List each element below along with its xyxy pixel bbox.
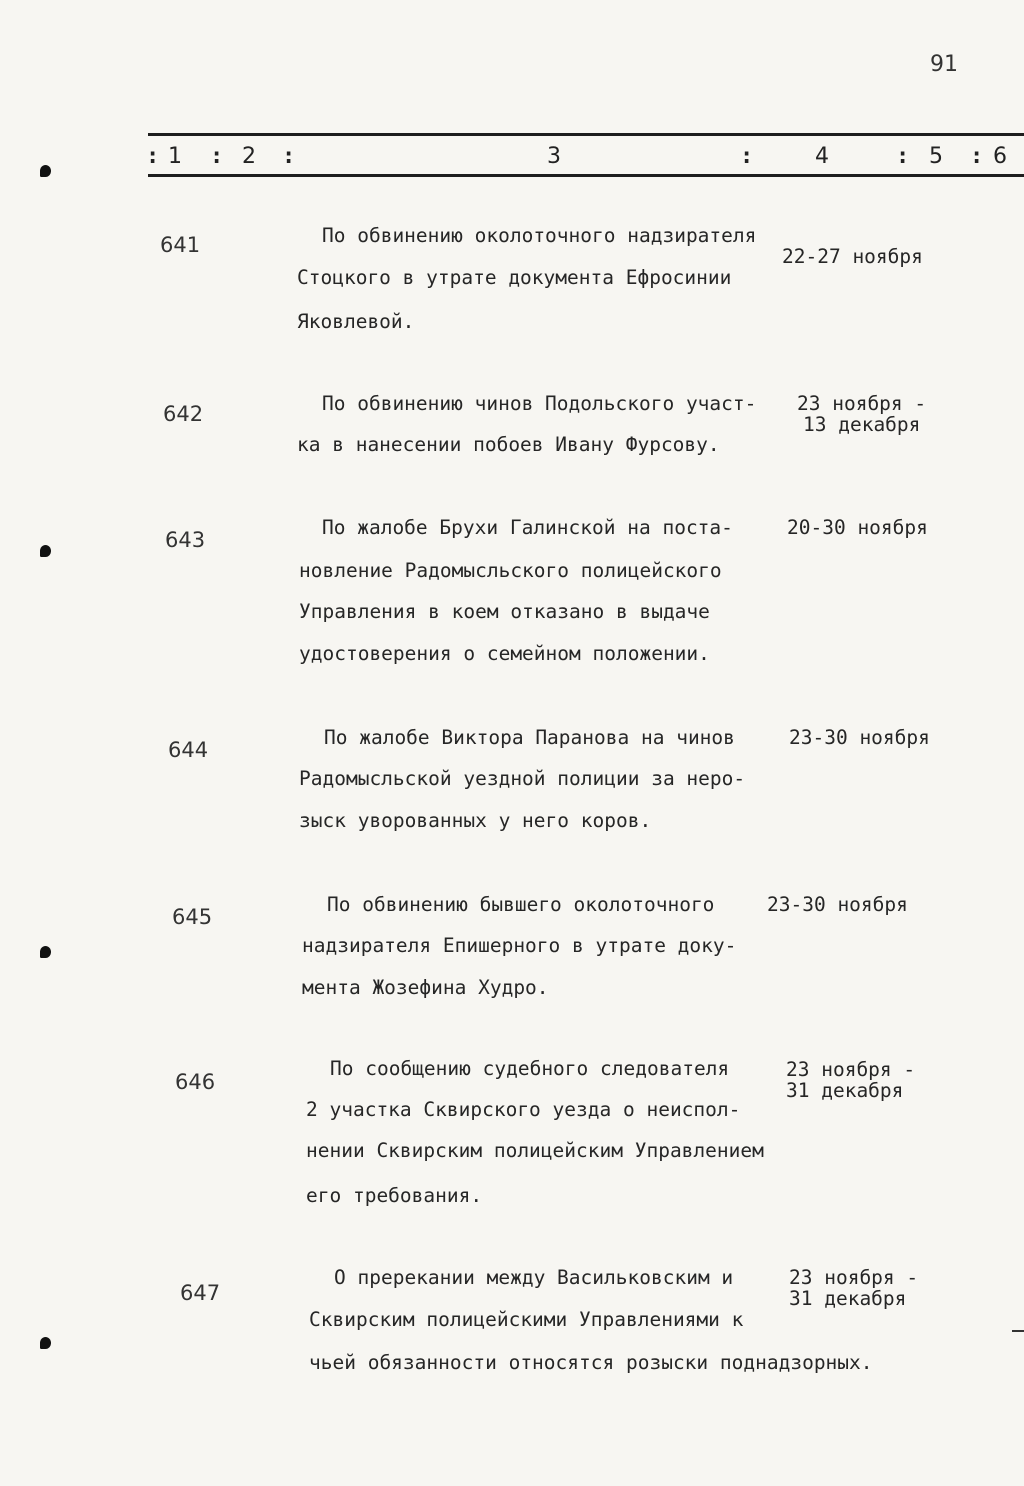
page-number: 91	[930, 52, 958, 77]
entry-text-line: его требования.	[306, 1184, 483, 1207]
entry-text-line: Радомысльской уездной полиции за неро-	[299, 767, 746, 790]
binder-hole-mark	[40, 165, 51, 177]
entry-number: 645	[172, 905, 213, 929]
entry-text-line: По обвинению околоточного надзирателя	[322, 224, 757, 247]
entry-number: 641	[160, 233, 201, 257]
header-bottom-rule	[148, 174, 1024, 177]
entry-date: 13 декабря	[803, 413, 921, 436]
entry-text-line: По жалобе Виктора Паранова на чинов	[324, 726, 735, 749]
entry-text-line: Управления в коем отказано в выдаче	[299, 600, 710, 623]
entry-number: 642	[163, 402, 204, 426]
entry-number: 647	[180, 1281, 221, 1305]
entry-date: 23-30 ноября	[767, 893, 908, 916]
header-separator: :	[210, 144, 224, 169]
entry-text-line: О пререкании между Васильковским и	[334, 1266, 734, 1289]
entry-text-line: ка в нанесении побоев Ивану Фурсову.	[297, 433, 720, 456]
header-col-2: 2	[242, 144, 256, 169]
entry-text-line: новление Радомысльского полицейского	[299, 559, 722, 582]
entry-text-line: надзирателя Епишерного в утрате доку-	[302, 934, 737, 957]
entry-text-line: 2 участка Сквирского уезда о неиспол-	[306, 1098, 741, 1121]
entry-date: 20-30 ноября	[787, 516, 928, 539]
binder-hole-mark	[40, 1337, 51, 1349]
header-col-4: 4	[815, 144, 829, 169]
binder-hole-mark	[40, 545, 51, 557]
entry-text-line: По жалобе Брухи Галинской на поста-	[322, 516, 733, 539]
entry-date: 23 ноября -	[797, 392, 927, 415]
header-top-rule	[148, 133, 1024, 136]
header-separator: :	[970, 144, 984, 169]
header-separator: :	[740, 144, 754, 169]
entry-text-line: мента Жозефина Худро.	[302, 976, 549, 999]
entry-text-line: По обвинению бывшего околоточного	[327, 893, 715, 916]
entry-text-line: Сквирским полицейскими Управлениями к	[309, 1308, 744, 1331]
entry-text-line: удостоверения о семейном положении.	[299, 642, 710, 665]
header-separator: :	[146, 144, 160, 169]
entry-date: 23 ноября -	[789, 1266, 919, 1289]
header-col-6: 6	[993, 144, 1007, 169]
entry-date: 31 декабря	[789, 1287, 907, 1310]
header-col-1: 1	[168, 144, 182, 169]
entry-number: 646	[175, 1070, 216, 1094]
edge-mark	[1012, 1330, 1024, 1332]
entry-number: 644	[168, 738, 209, 762]
entry-date: 23-30 ноября	[789, 726, 930, 749]
entry-text-line: По сообщению судебного следователя	[330, 1057, 730, 1080]
header-col-3: 3	[547, 144, 561, 169]
header-col-5: 5	[929, 144, 943, 169]
entry-text-line: зыск уворованных у него коров.	[299, 809, 652, 832]
binder-hole-mark	[40, 946, 51, 958]
entry-date: 31 декабря	[786, 1079, 904, 1102]
header-separator: :	[896, 144, 910, 169]
entry-date: 23 ноября -	[786, 1058, 916, 1081]
entry-number: 643	[165, 528, 206, 552]
entry-date: 22-27 ноября	[782, 245, 923, 268]
entry-text-line: чьей обязанности относятся розыски поднадзорных.	[309, 1351, 873, 1374]
header-separator: :	[282, 144, 296, 169]
entry-text-line: По обвинению чинов Подольского участ-	[322, 392, 757, 415]
entry-text-line: Яковлевой.	[297, 310, 415, 333]
entry-text-line: Стоцкого в утрате документа Ефросинии	[297, 266, 732, 289]
entry-text-line: нении Сквирским полицейским Управлением	[306, 1139, 764, 1162]
